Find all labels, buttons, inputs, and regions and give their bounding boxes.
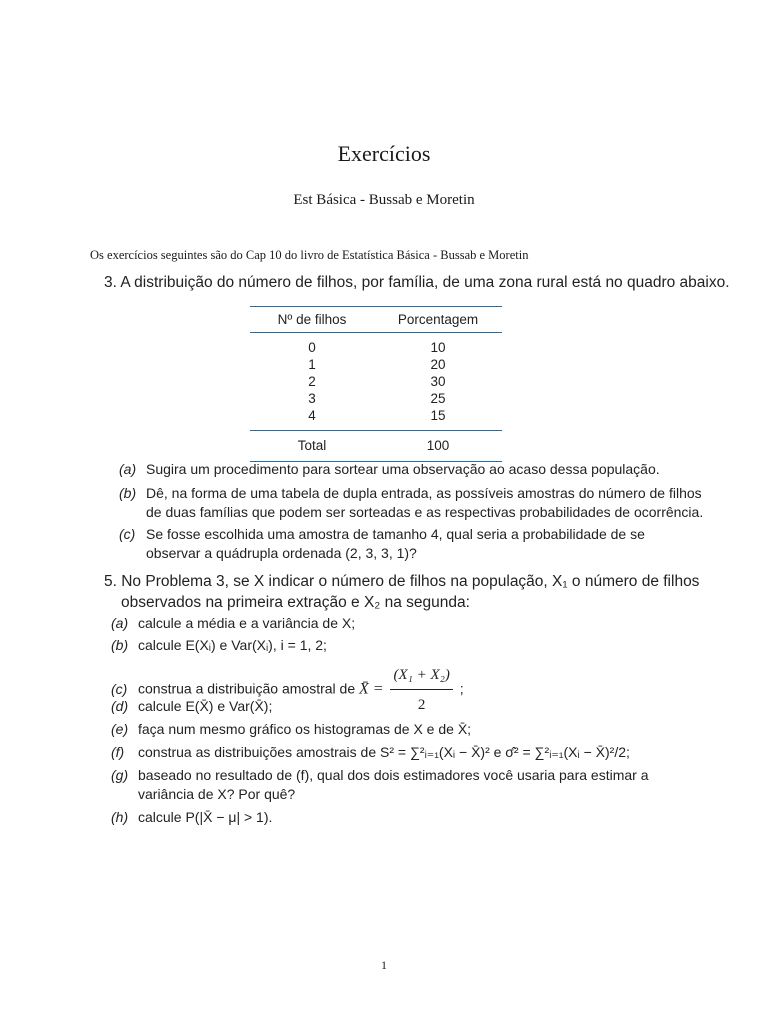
q5-item-g	[111, 766, 649, 784]
item-label: (a)	[111, 615, 129, 631]
item-text: baseado no resultado de (f), qual dos dois estimadores você usaria para estimar a	[138, 767, 649, 783]
item-label: (b)	[119, 485, 137, 501]
formula-lhs: X̄ =	[359, 680, 384, 698]
item-label: (b)	[111, 637, 129, 653]
q3-item-a	[119, 460, 660, 478]
q5-item-d	[111, 697, 272, 715]
item-text: faça num mesmo gráfico os histogramas de X e de X̄;	[138, 721, 472, 737]
item-text: calcule a média e a variância de X;	[138, 615, 356, 631]
table-row	[250, 373, 502, 390]
page-subtitle: Est Básica - Bussab e Moretin	[293, 192, 475, 208]
table-total-row	[250, 431, 502, 462]
item-label: (h)	[111, 809, 129, 825]
question-3-title: 3. A distribuição do número de filhos, por família, de uma zona rural está no quadro abaixo.	[104, 274, 730, 291]
q5-item-b	[111, 636, 327, 654]
table-cell-children: 4	[308, 408, 316, 423]
table-row	[250, 333, 502, 357]
table-cell-children: 1	[308, 357, 316, 372]
item-label: (f)	[111, 744, 125, 760]
item-label: (e)	[111, 721, 129, 737]
item-text: Dê, na forma de uma tabela de dupla entrada, as possíveis amostras do número de filhos	[146, 485, 702, 501]
q5-item-e	[111, 720, 471, 738]
fraction	[390, 662, 452, 718]
q3-item-c	[119, 525, 645, 543]
q3-item-b-continued: de duas famílias que podem ser sorteadas e as respectivas probabilidades de ocorrência.	[146, 504, 704, 520]
table-cell-percentage: 30	[430, 374, 446, 389]
q5-item-h	[111, 808, 272, 826]
formula-end: ;	[459, 680, 464, 697]
item-text: calcule E(Xᵢ) e Var(Xᵢ), i = 1, 2;	[138, 637, 327, 653]
item-text: construa a distribuição amostral de	[138, 680, 356, 697]
table-cell-children: 3	[308, 391, 316, 406]
table-cell-percentage: 10	[430, 340, 446, 355]
fraction-numerator: (X₁ + X₂)	[390, 662, 452, 690]
question-5-title: 5. No Problema 3, se X indicar o número de filhos na população, X₁ o número de filhos	[104, 573, 700, 590]
item-label: (g)	[111, 767, 129, 783]
q3-item-b	[119, 484, 702, 502]
table-row	[250, 390, 502, 407]
page-title: Exercícios	[337, 141, 431, 166]
q5-item-f	[111, 743, 630, 761]
item-label: (c)	[119, 526, 136, 542]
item-label: (a)	[119, 461, 137, 477]
table-cell-children: 0	[308, 340, 316, 355]
q5-item-a	[111, 614, 355, 632]
q3-item-c-continued: observar a quádrupla ordenada (2, 3, 3, 1)?	[146, 545, 417, 561]
intro-text: Os exercícios seguintes são do Cap 10 do livro de Estatística Básica - Bussab e Moretin	[90, 248, 529, 262]
table-header-children: Nº de filhos	[250, 307, 374, 333]
table-cell-percentage: 20	[430, 357, 446, 372]
item-text: calcule P(|X̄ − μ| > 1).	[138, 809, 273, 825]
item-text: calcule E(X̄) e Var(X̄);	[138, 698, 273, 714]
item-text: construa as distribuições amostrais de S² = ∑²ᵢ₌₁(Xᵢ − X̄)² e σ̂² = ∑²ᵢ₌₁(Xᵢ − X̄)²/2;	[138, 744, 630, 760]
page-number: 1	[381, 958, 387, 972]
item-label: (c)	[111, 680, 128, 697]
item-text: Se fosse escolhida uma amostra de tamanho 4, qual seria a probabilidade de se	[146, 526, 645, 542]
table-cell-percentage: 15	[430, 408, 446, 423]
table-cell-children: 2	[308, 374, 316, 389]
table-header-percentage: Porcentagem	[374, 307, 502, 333]
item-text: Sugira um procedimento para sortear uma observação ao acaso dessa população.	[146, 461, 660, 477]
question-5-title-continued: observados na primeira extração e X₂ na segunda:	[121, 594, 470, 611]
q5-item-g-continued: variância de X? Por quê?	[138, 786, 296, 802]
table-total-value: 100	[374, 431, 502, 462]
item-label: (d)	[111, 698, 129, 714]
table-row	[250, 407, 502, 431]
table-cell-percentage: 25	[430, 391, 446, 406]
distribution-table	[250, 306, 502, 462]
fraction-denominator: 2	[417, 697, 426, 713]
table-row	[250, 356, 502, 373]
table-total-label: Total	[250, 431, 374, 462]
